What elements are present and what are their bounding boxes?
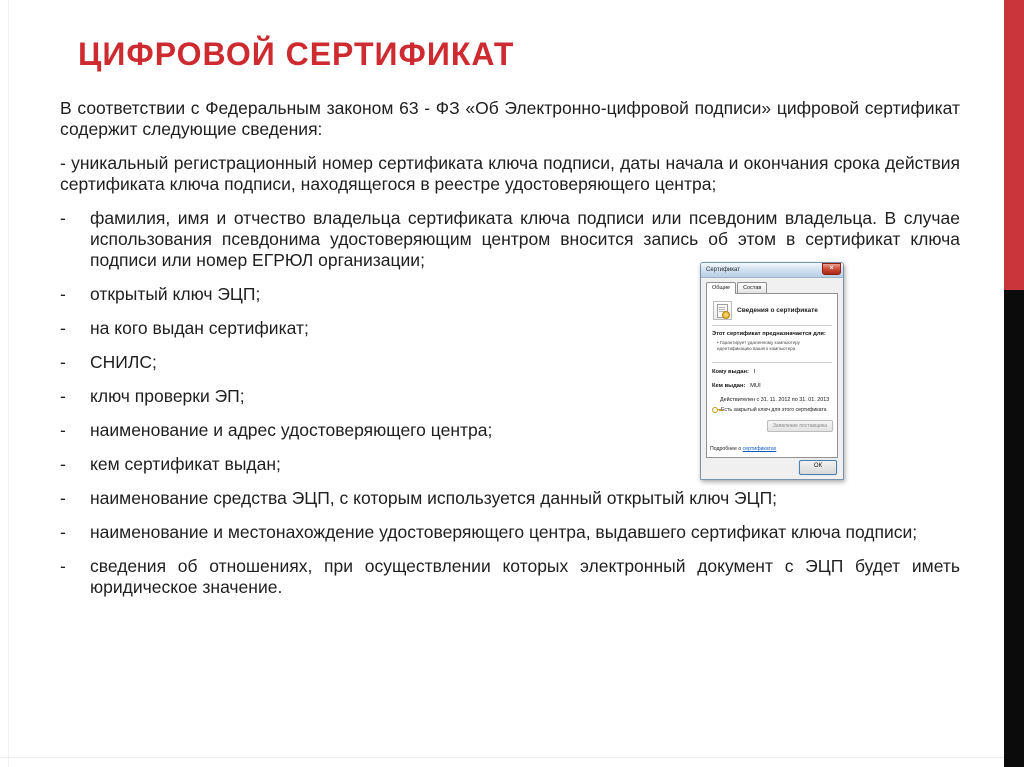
list-item-text: кем сертификат выдан;	[90, 454, 281, 474]
list-item-text: наименование средства ЭЦП, с которым используется данный открытый ключ ЭЦП;	[90, 488, 778, 508]
learn-more-text	[710, 446, 776, 452]
list-item	[60, 556, 960, 598]
list-item	[60, 522, 960, 543]
dialog-footer	[799, 460, 837, 475]
bullet-dash: -	[60, 352, 66, 372]
list-item-text: ключ проверки ЭП;	[90, 386, 245, 406]
purpose-label: Этот сертификат предназначается для:	[712, 331, 826, 337]
bullet-dash: -	[60, 284, 66, 304]
slide-left-border	[8, 0, 9, 767]
dialog-tab-panel	[706, 293, 838, 458]
private-key-row	[712, 407, 832, 413]
list-item-text: на кого выдан сертификат;	[90, 318, 309, 338]
dialog-titlebar[interactable]	[701, 263, 843, 278]
bullet-dash: -	[60, 386, 66, 406]
edge-bar-red	[1004, 0, 1024, 290]
issued-by-label: Кем выдан:	[712, 383, 746, 389]
bullet-dash: -	[60, 454, 66, 474]
purpose-item: • Гарантирует удаленному компьютеру идентификацию вашего компьютера	[717, 340, 800, 351]
key-icon	[712, 407, 718, 413]
slide-bottom-border	[0, 757, 1024, 758]
bullet-dash: -	[60, 318, 66, 338]
close-icon[interactable]: ×	[822, 263, 841, 275]
issued-by-row	[712, 383, 832, 389]
certificate-info-label: Сведения о сертификате	[737, 307, 818, 314]
bullet-dash: -	[60, 488, 66, 508]
bullet-dash: -	[60, 522, 66, 542]
certificate-info-header	[712, 299, 832, 326]
first-list-paragraph: - уникальный регистрационный номер сертификата ключа подписи, даты начала и окончания срока действия сертификата ключа подписи, находящегося в реестре удостоверяющего центра;	[60, 153, 960, 194]
certificate-fields	[712, 362, 832, 413]
validity-dates: Действителен с 31. 11. 2012 по 31. 01. 2013	[720, 397, 830, 403]
list-item-text: открытый ключ ЭЦП;	[90, 284, 261, 304]
issuer-statement-button[interactable]: Заявление поставщика	[767, 420, 833, 432]
learn-more-prefix: Подробнее о	[710, 446, 743, 452]
dialog-title: Сертификат	[706, 267, 740, 273]
issued-to-row	[712, 369, 832, 375]
issued-to-label: Кому выдан:	[712, 369, 749, 375]
dialog-tabs	[701, 278, 843, 293]
list-item-text: наименование и местонахождение удостоверяющего центра, выдавшего сертификат ключа подписи;	[90, 522, 918, 542]
tab-general[interactable]: Общие	[706, 282, 736, 294]
list-item-text: наименование и адрес удостоверяющего центра;	[90, 420, 493, 440]
certificate-dialog	[700, 262, 844, 480]
bullet-dash: -	[60, 556, 66, 576]
ok-button[interactable]: ОК	[799, 460, 837, 475]
issued-to-value: I	[753, 369, 756, 375]
page-title: ЦИФРОВОЙ СЕРТИФИКАТ	[78, 36, 515, 72]
list-item-text: СНИЛС;	[90, 352, 157, 372]
issued-by-value: MUI	[750, 383, 761, 389]
bullet-dash: -	[60, 208, 66, 228]
certificate-icon-box	[713, 301, 732, 320]
intro-paragraph: В соответствии с Федеральным законом 63 - ФЗ «Об Электронно-цифровой подписи» цифровой сертификат содержит следующие сведения:	[60, 98, 960, 139]
edge-bar-black	[1004, 290, 1024, 767]
certificate-icon	[717, 304, 728, 318]
bullet-dash: -	[60, 420, 66, 440]
list-item-text: сведения об отношениях, при осуществлении которых электронный документ с ЭЦП будет иметь юридическое значение.	[90, 556, 960, 597]
private-key-note: Есть закрытый ключ для этого сертификата	[721, 407, 827, 413]
learn-more-link[interactable]: сертификатах	[742, 446, 777, 452]
list-item	[60, 488, 960, 509]
list-item-text: фамилия, имя и отчество владельца сертификата ключа подписи или псевдоним владельца. В случае использования псевдонима удостоверяющим центром вносится запись об этом в сертификат ключа подписи или номер ЕГРЮЛ организации;	[90, 208, 960, 270]
tab-details[interactable]: Состав	[737, 282, 767, 293]
